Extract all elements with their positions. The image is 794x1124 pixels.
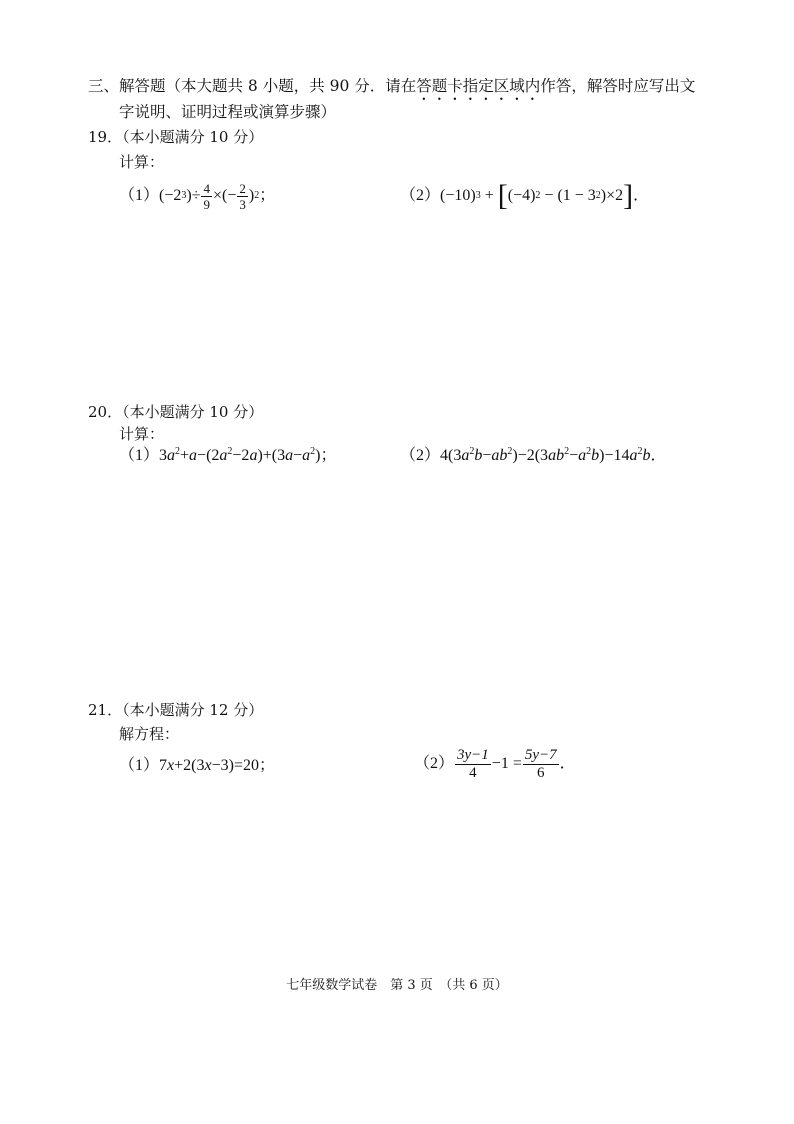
q19-part1: （1） (−2 3 )÷ $\frac{4}{9}$ ×(− $\frac{2}{3}$ ) 2 ； — [119, 180, 276, 212]
q19-p2-term: (−10) — [440, 187, 476, 204]
q20-p2-end: ． — [650, 447, 667, 464]
var-a: a — [578, 447, 587, 464]
op: − — [569, 447, 579, 464]
right-bracket: ] — [623, 179, 634, 212]
q20-header: 20．（本小题满分 10 分） — [88, 403, 264, 421]
frac-num: 4 — [203, 180, 210, 196]
q19-p1-div: )÷ — [186, 187, 201, 204]
exp: 2 — [469, 446, 475, 457]
var-a: a — [548, 447, 557, 464]
exp: 2 — [564, 446, 570, 457]
var-x: x — [167, 757, 175, 774]
exp: 2 — [637, 446, 643, 457]
op: −14 — [604, 447, 630, 464]
q19-p1-fraction — [201, 182, 212, 211]
frac-num: 3y−1 — [457, 746, 489, 763]
frac-den: 6 — [536, 764, 545, 781]
op: −2 — [232, 447, 250, 464]
frac-num: 5y−7 — [524, 746, 557, 763]
q19-part1-label: （1） — [119, 187, 160, 204]
frac-den: 9 — [203, 196, 210, 212]
op: )+(3 — [257, 447, 286, 464]
q19-p2-c: − (1 − 3 — [540, 187, 596, 204]
q19-p2-plus: + — [480, 187, 498, 204]
q19-p2-b: (−4) — [507, 187, 536, 204]
coef: 7 — [159, 757, 168, 774]
var-b: b — [474, 447, 483, 464]
frac-den: 3 — [239, 196, 246, 212]
var-b: b — [499, 447, 508, 464]
q19-part2: （2） (−10) 3 + [ (−4) 2 − (1 − 3 2 )×2 ] ． — [400, 179, 650, 212]
q19-p2-end: ． — [633, 187, 650, 204]
section-title-line1 — [88, 76, 695, 104]
q21-p2-fraction2 — [523, 748, 559, 781]
var-a: a — [629, 447, 638, 464]
var-x: x — [204, 757, 212, 774]
op: 4(3 — [440, 447, 462, 464]
op: + — [180, 447, 190, 464]
var-a: a — [167, 447, 176, 464]
q21-p2-mid: −1 = — [491, 755, 522, 772]
frac-den: 4 — [469, 764, 477, 781]
q19-instruction: 计算： — [119, 153, 165, 171]
q21-instruction: 解方程： — [119, 725, 180, 743]
op: )−2(3 — [512, 447, 549, 464]
op: −3)=20； — [211, 757, 275, 774]
q21-header: 21．（本小题满分 12 分） — [88, 701, 264, 719]
q21-p2-end: ． — [559, 755, 576, 772]
exp: 2 — [227, 446, 233, 457]
q21-part2-label: （2） — [414, 755, 455, 772]
q19-p1-fraction2 — [237, 182, 248, 211]
q19-p1-close: ) — [248, 187, 255, 204]
var-a: a — [302, 447, 311, 464]
op: − — [293, 447, 303, 464]
section-title-post: 作答，解答时应写出文 — [540, 77, 696, 95]
section-title-line2: 字说明、证明过程或演算步骤） — [119, 103, 337, 121]
q20-instruction: 计算： — [119, 425, 165, 443]
exp: 2 — [586, 446, 592, 457]
q19-p1-end: ； — [259, 187, 276, 204]
q21-part1 — [119, 756, 275, 776]
q20-part1-label: （1） — [119, 447, 160, 464]
q20-p1-end: )； — [315, 447, 337, 464]
q20-part2-label: （2） — [400, 447, 441, 464]
q20-part2 — [400, 446, 666, 466]
exp: 2 — [507, 446, 513, 457]
op: ) — [599, 447, 605, 464]
frac-num: 2 — [239, 180, 246, 196]
op: +2(3 — [174, 757, 205, 774]
var-b: b — [642, 447, 651, 464]
section-title-dotted: 答题卡指定区域内 — [416, 77, 541, 95]
q19-part2-label: （2） — [400, 187, 441, 204]
var-a: a — [219, 447, 228, 464]
op: − — [482, 447, 492, 464]
section-title-pre: 三、解答题（本大题共 8 小题，共 90 分．请在 — [88, 77, 417, 95]
var-a: a — [491, 447, 500, 464]
q21-p2-fraction1 — [455, 748, 491, 781]
q19-p2-d: )×2 — [600, 187, 624, 204]
var-a: a — [461, 447, 470, 464]
coef: 3 — [159, 447, 168, 464]
left-bracket: [ — [497, 179, 508, 212]
q19-p1-times: ×(− — [212, 187, 237, 204]
q19-p1-term: (−2 — [159, 187, 182, 204]
q19-header: 19．（本小题满分 10 分） — [88, 128, 264, 146]
q21-part2 — [414, 744, 576, 784]
page-footer: 七年级数学试卷 第 3 页 （共 6 页） — [286, 978, 508, 993]
exp: 2 — [175, 446, 181, 457]
var-a: a — [285, 447, 294, 464]
var-a: a — [249, 447, 258, 464]
op: −(2 — [197, 447, 220, 464]
q21-part1-label: （1） — [119, 757, 160, 774]
q20-part1 — [119, 446, 337, 466]
exp: 2 — [310, 446, 316, 457]
var-b: b — [591, 447, 600, 464]
var-a: a — [189, 447, 198, 464]
var-b: b — [556, 447, 565, 464]
